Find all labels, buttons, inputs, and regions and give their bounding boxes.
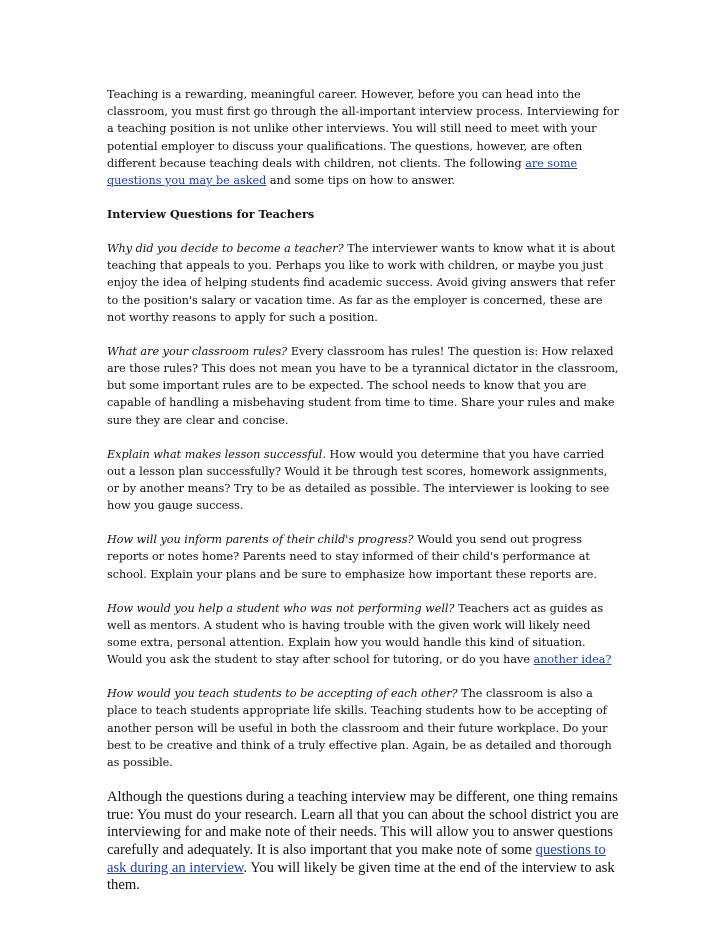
question-text: Why did you decide to become a teacher? bbox=[107, 242, 344, 256]
conclusion-text: Although the questions during a teaching interview may be different, one thing remains true: You must do your research. Learn all that you can about the school district you are interviewing for and make note of their needs. This will allow you to answer questions carefully and adequately. It is also important that you make note of some bbox=[107, 789, 619, 859]
question-text: How will you inform parents of their child's progress? bbox=[107, 533, 414, 547]
answer-text: Would you send out progress reports or notes home? Parents need to stay informed of their child's performance at school. Explain your plans and be sure to emphasize how important these reports are. bbox=[107, 533, 597, 581]
answer-text: . How would you determine that you have carried out a lesson plan successfully? Would it be through test scores, homework assignments, or by another means? Try to be as detailed as possible. The interviewer is looking to see how you gauge success. bbox=[107, 447, 610, 513]
conclusion-text-end: . You will likely be given time at the end of the interview to ask them. bbox=[107, 859, 615, 894]
answer-text: The classroom is also a place to teach students appropriate life skills. Teaching students how to be accepting of another person will be useful in both the classroom and their future workplace. Do your best to be creative and think of a truly effective plan. Again, be as detailed and thorough as possible. bbox=[107, 687, 612, 770]
intro-paragraph bbox=[107, 86, 622, 189]
question-paragraph-2 bbox=[107, 343, 622, 429]
conclusion-paragraph bbox=[107, 789, 622, 895]
intro-text: Teaching is a rewarding, meaningful career. However, before you can head into the classroom, you must first go through the all-important interview process. Interviewing for a teaching position is not unlike other interviews. You will still need to meet with your potential employer to discuss your qualifications. The questions, however, are often different because teaching deals with children, not clients. The following bbox=[107, 88, 619, 170]
answer-text: Every classroom has rules! The question is: How relaxed are those rules? This does not mean you have to be a tyrannical dictator in the classroom, but some important rules are to be expected. The school needs to know that you are capable of handling a misbehaving student from time to time. Share your rules and make sure they are clear and concise. bbox=[107, 344, 619, 427]
interview-questions-link[interactable]: questions to ask during an interview bbox=[107, 842, 606, 876]
questions-link[interactable]: are some questions you may be asked bbox=[107, 156, 578, 188]
question-text: How would you teach students to be accepting of each other? bbox=[107, 687, 458, 701]
question-paragraph-6 bbox=[107, 685, 622, 771]
question-paragraph-1 bbox=[107, 240, 622, 326]
another-idea-link[interactable]: another idea? bbox=[533, 653, 612, 667]
question-text: How would you help a student who was not performing well? bbox=[107, 601, 455, 615]
answer-text: Teachers act as guides as well as mentors. A student who is having trouble with the given work will likely need some extra, personal attention. Explain how you would handle this kind of situation. Would you ask the student to stay after school for tutoring, or do you have bbox=[107, 601, 604, 667]
question-paragraph-5 bbox=[107, 600, 622, 669]
question-paragraph-4 bbox=[107, 531, 622, 583]
section-heading: Interview Questions for Teachers bbox=[107, 207, 315, 222]
answer-text: The interviewer wants to know what it is about teaching that appeals to you. Perhaps you like to work with children, or maybe you just enjoy the idea of helping students find academic success. Avoid giving answers that refer to the position's salary or vacation time. As far as the employer is concerned, these are not worthy reasons to apply for such a position. bbox=[107, 242, 616, 324]
question-text: Explain what makes lesson successful bbox=[107, 447, 323, 461]
intro-text-end: and some tips on how to answer. bbox=[266, 174, 456, 188]
question-text: What are your classroom rules? bbox=[107, 344, 288, 358]
question-paragraph-3 bbox=[107, 446, 622, 515]
